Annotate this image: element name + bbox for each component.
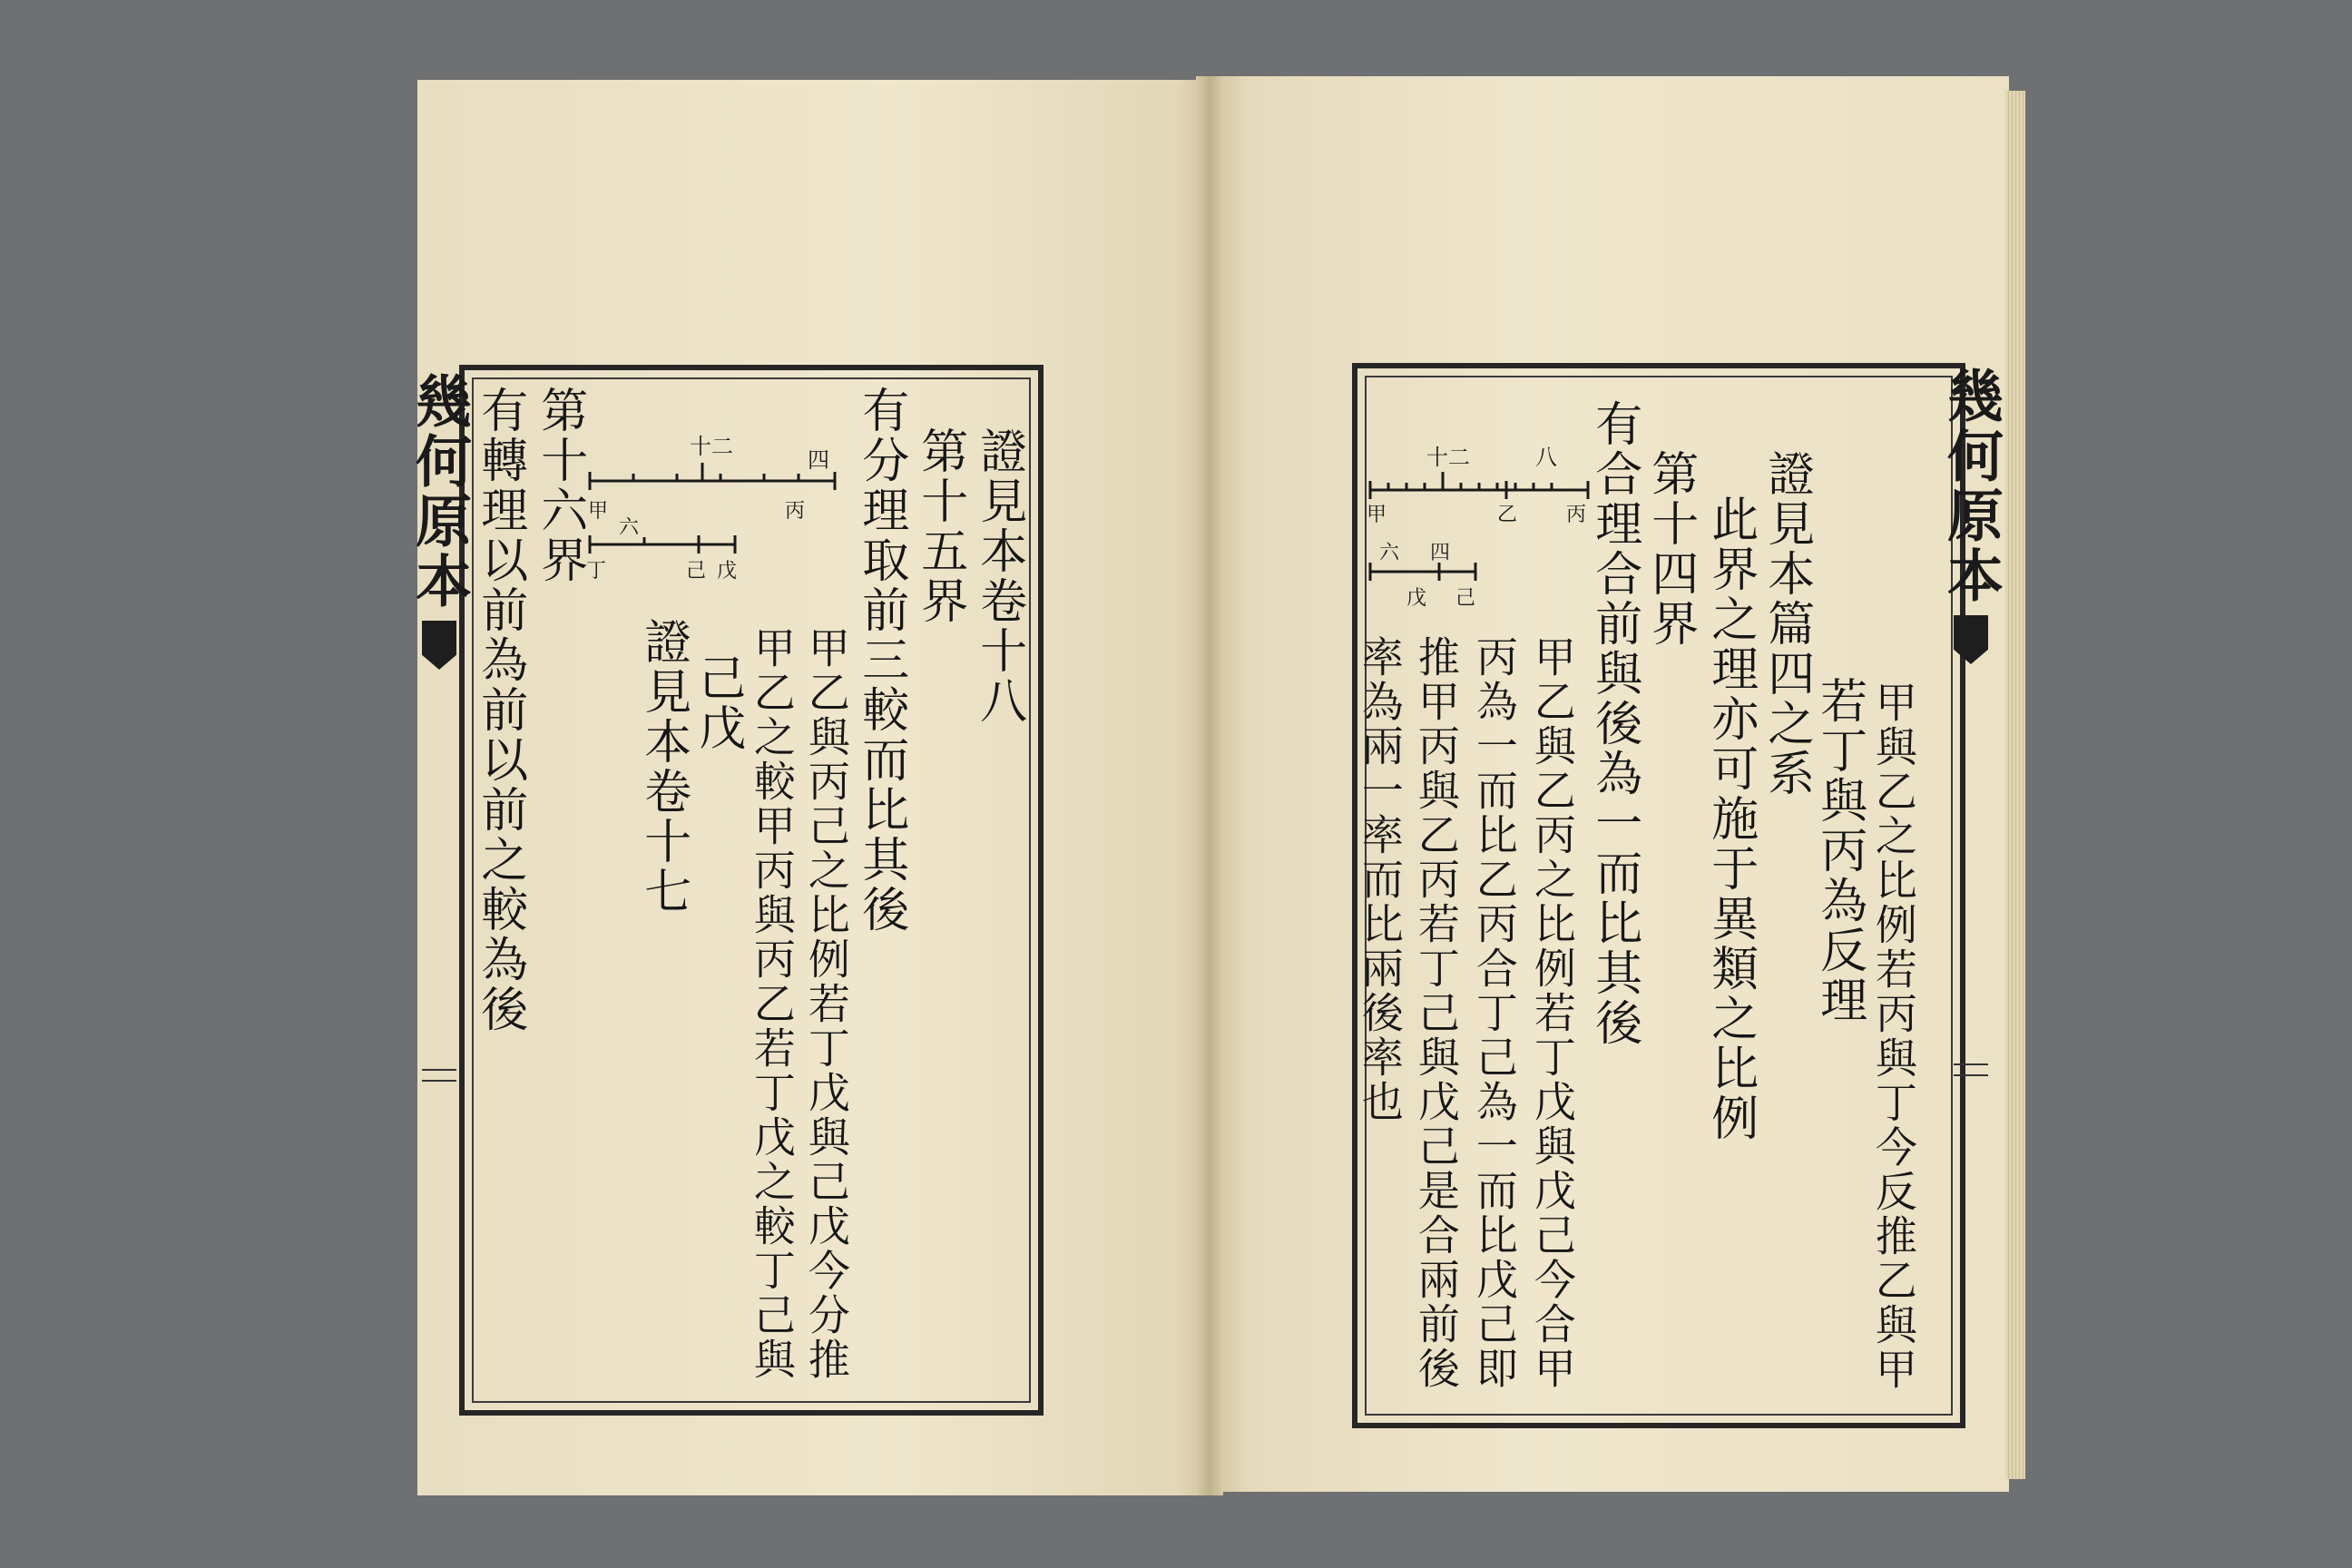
- left-col-1: 證見本卷十八: [971, 426, 1026, 726]
- right-diagram-top: [1361, 426, 1597, 526]
- left-diagram-label-4: 四: [808, 447, 829, 473]
- left-diagram-label-bing: 丙: [785, 500, 806, 523]
- right-col-10: 率為兩一率而比兩後率也: [1355, 635, 1405, 1124]
- left-diagram-label-ding: 丁: [586, 560, 607, 583]
- left-col-4: 甲乙與丙己之比例若丁戊與己戊今分推: [801, 626, 851, 1382]
- left-diagram-top: [581, 426, 844, 526]
- right-diagram-label-6: 六: [1379, 542, 1400, 564]
- left-diagram-bottom: [581, 517, 762, 590]
- left-diagram-label-6: 六: [619, 517, 640, 539]
- right-col-1: 甲與乙之比例若丙與丁今反推乙與甲: [1868, 681, 1918, 1392]
- left-diagram-label-ji: 己: [686, 560, 707, 583]
- left-col-8: 第十六界: [532, 386, 587, 585]
- spine-rule: [1954, 1063, 1988, 1076]
- right-diagram-label-12: 十二: [1426, 445, 1470, 470]
- right-col-8: 丙為一而比乙丙合丁己為一而比戊己即: [1469, 635, 1519, 1391]
- fish-tail-mark-icon: [422, 621, 456, 670]
- left-col-2: 有分理取前三較而比其後: [853, 386, 908, 935]
- right-diagram-label-bing: 丙: [1566, 504, 1587, 526]
- left-spine-margin: [406, 372, 473, 1406]
- left-col-6: 己戊: [690, 653, 745, 753]
- right-col-9: 推甲丙與乙丙若丁己與戊己是合兩前後: [1411, 635, 1461, 1391]
- book-gutter: [1196, 76, 1223, 1495]
- right-diagram-label-ji: 己: [1455, 587, 1476, 610]
- right-col-4: 此界之理亦可施于異類之比例: [1702, 495, 1758, 1143]
- right-col-3: 證見本篇四之系: [1759, 449, 1814, 799]
- spine-rule: [422, 1069, 456, 1082]
- left-col-7: 證見本卷十七: [635, 617, 691, 916]
- left-diagram-label-jia: 甲: [588, 500, 609, 523]
- right-col-5: 第十四界: [1642, 449, 1698, 649]
- left-col-9: 有轉理以前為前以前之較為後: [472, 386, 527, 1034]
- page-edges: [2005, 91, 2025, 1479]
- right-spine-title: 幾何原本: [1937, 367, 2004, 606]
- right-diagram-label-8: 八: [1535, 445, 1557, 470]
- right-diagram-label-jia: 甲: [1367, 504, 1387, 526]
- right-col-7: 甲乙與乙丙之比例若丁戊與戊己今合甲: [1527, 635, 1577, 1391]
- right-diagram-label-wu: 戊: [1406, 587, 1427, 610]
- right-col-6: 有合理合前與後為一而比其後: [1586, 399, 1642, 1048]
- left-diagram-label-wu: 戊: [717, 560, 738, 583]
- right-col-2: 若丁與丙為反理: [1811, 676, 1867, 1025]
- left-col-5: 甲乙之較甲丙與丙乙若丁戊之較丁己與: [747, 626, 797, 1382]
- left-col-3: 第十五界: [912, 426, 967, 626]
- left-diagram-label-12: 十二: [690, 434, 733, 459]
- right-diagram-label-yi: 乙: [1497, 504, 1518, 526]
- left-spine-title: 幾何原本: [406, 372, 473, 612]
- right-diagram-label-4: 四: [1430, 542, 1451, 564]
- right-spine-margin: [1937, 367, 2004, 1419]
- fish-tail-mark-icon: [1954, 615, 1988, 664]
- right-diagram-bottom: [1361, 535, 1497, 617]
